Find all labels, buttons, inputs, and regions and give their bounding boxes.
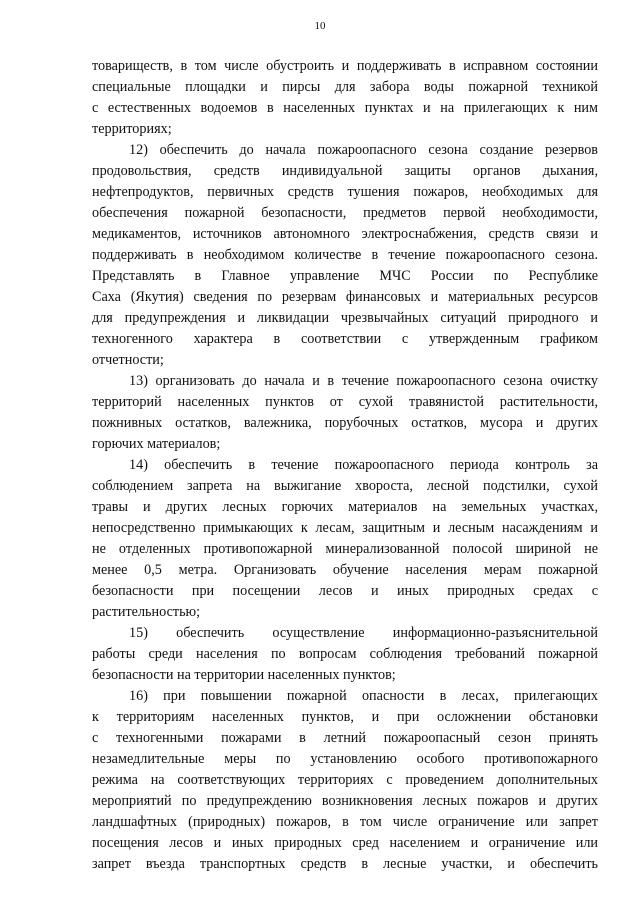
page-number: 10 — [314, 20, 326, 32]
text-line: работы среди населения по вопросам соблюдения требований пожарной — [92, 646, 598, 662]
text-line: 13) организовать до начала и в течение пожароопасного сезона очистку — [129, 373, 598, 389]
text-line: территориях; — [92, 121, 172, 137]
text-line: мероприятий по предупреждению возникновения лесных пожаров и других — [92, 793, 598, 809]
text-line: непосредственно примыкающих к лесам, защитным и лесным насаждениям и — [92, 520, 598, 536]
text-line: соблюдением запрета на выжигание хвороста, лесной подстилки, сухой — [92, 478, 598, 494]
text-line: нефтепродуктов, первичных средств тушения пожаров, необходимых для — [92, 184, 598, 200]
text-line: травы и других лесных горючих материалов на земельных участках, — [92, 499, 598, 515]
text-line: безопасности при посещении лесов и иных природных средах с — [92, 583, 598, 599]
text-line: 15) обеспечить осуществление информационно-разъяснительной — [129, 625, 598, 641]
text-line: для предупреждения и ликвидации чрезвычайных ситуаций природного и — [92, 310, 598, 326]
text-line: специальные площадки и пирсы для забора воды пожарной техникой — [92, 79, 598, 95]
text-line: безопасности на территории населенных пунктов; — [92, 667, 396, 683]
text-line: 14) обеспечить в течение пожароопасного периода контроль за — [129, 457, 598, 473]
text-line: медикаментов, источников автономного электроснабжения, средств связи и — [92, 226, 598, 242]
text-line: 16) при повышении пожарной опасности в лесах, прилегающих — [129, 688, 598, 704]
text-line: Саха (Якутия) сведения по резервам финансовых и материальных ресурсов — [92, 289, 598, 305]
text-line: пожнивных остатков, валежника, порубочных остатков, мусора и других — [92, 415, 598, 431]
text-line: продовольствия, средств индивидуальной защиты органов дыхания, — [92, 163, 598, 179]
text-line: с естественных водоемов в населенных пунктах и на прилегающих к ним — [92, 100, 598, 116]
text-line: поддерживать в необходимом количестве в течение пожароопасного сезона. — [92, 247, 598, 263]
text-line: к территориям населенных пунктов, и при осложнении обстановки — [92, 709, 598, 725]
text-line: запрет въезда транспортных средств в лесные участки, и обеспечить — [92, 856, 598, 872]
text-line: с техногенными пожарами в летний пожароопасный сезон принять — [92, 730, 598, 746]
text-line: территорий населенных пунктов от сухой травянистой растительности, — [92, 394, 598, 410]
text-line: горючих материалов; — [92, 436, 221, 452]
text-line: обеспечения пожарной безопасности, предметов первой необходимости, — [92, 205, 598, 221]
text-line: ландшафтных (природных) пожаров, в том числе ограничение или запрет — [92, 814, 598, 830]
text-line: техногенного характера в соответствии с утвержденным графиком — [92, 331, 598, 347]
document-body — [92, 56, 598, 875]
text-line: товариществ, в том числе обустроить и поддерживать в исправном состоянии — [92, 58, 598, 74]
text-line: менее 0,5 метра. Организовать обучение населения мерам пожарной — [92, 562, 598, 578]
text-line: незамедлительные меры по установлению особого противопожарного — [92, 751, 598, 767]
text-line: отчетности; — [92, 352, 164, 368]
text-line: растительностью; — [92, 604, 201, 620]
text-line: режима на соответствующих территориях с проведением дополнительных — [92, 772, 598, 788]
text-line: не отделенных противопожарной минерализованной полосой шириной не — [92, 541, 598, 557]
text-line: 12) обеспечить до начала пожароопасного сезона создание резервов — [129, 142, 598, 158]
text-line: посещения лесов и иных природных сред населением и ограничение или — [92, 835, 598, 851]
text-line: Представлять в Главное управление МЧС России по Республике — [92, 268, 598, 284]
